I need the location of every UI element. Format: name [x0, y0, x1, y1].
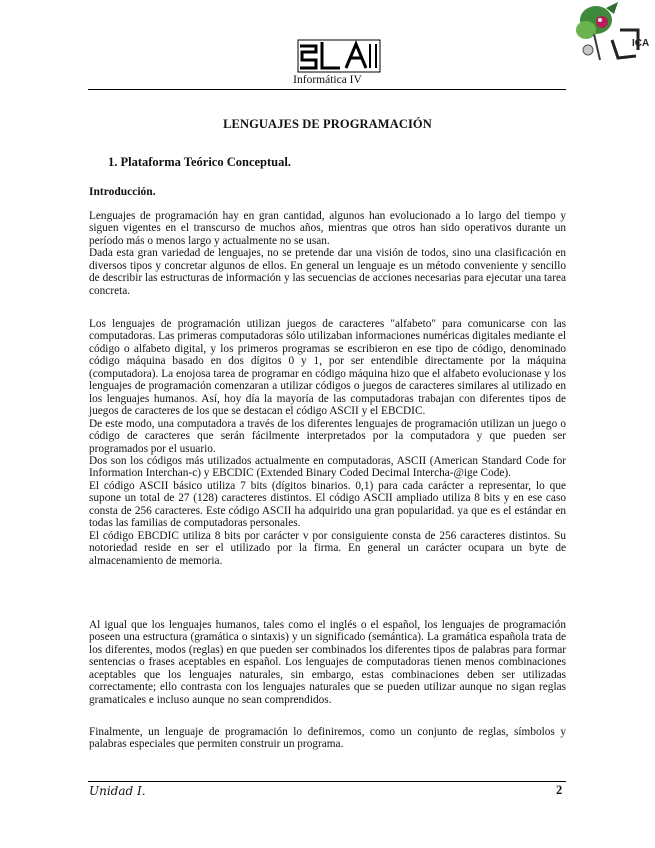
- footer-unit: Unidad I.: [89, 784, 146, 798]
- sea-logo: [296, 38, 382, 74]
- paragraph: De este modo, una computadora a través de los diferentes lenguajes de programación utilizan un juego o código de caracteres que serán fácilmente interpretados por la computadora y que pueden ser programados por el usuario.: [89, 417, 566, 455]
- paragraph: El código ASCII básico utiliza 7 bits (dígitos binarios. 0,1) para cada carácter a representar, lo que supone un total de 27 (128) caracteres distintos. El código ASCII ampliado utiliza 8 bits y en ese caso consta de 256 caracteres. Este código ASCII ha adquirido una gran popularidad. ya que es el estándar en todas las familias de computadoras personales.: [89, 479, 566, 530]
- footer-rule: [88, 781, 566, 782]
- paragraph: El código EBCDIC utiliza 8 bits por carácter v por consiguiente consta de 256 caracteres distintos. Su notoriedad reside en ser el utilizado por la firma. En general un carácter ocupara un byte de almacenamiento de memoria.: [89, 529, 566, 567]
- header-rule: [88, 89, 566, 90]
- body-block-3: [89, 619, 566, 706]
- body-block-4: [89, 726, 566, 751]
- svg-text:ICA: ICA: [632, 38, 650, 49]
- institution-logo-icon: [566, 0, 655, 64]
- document-title: LENGUAJES DE PROGRAMACIÓN: [223, 117, 432, 131]
- intro-heading: Introducción.: [89, 186, 156, 198]
- paragraph: Finalmente, un lenguaje de programación lo definiremos, como un conjunto de reglas, símbolos y palabras especiales que permiten construir un programa.: [89, 726, 566, 751]
- page-number: 2: [556, 783, 563, 797]
- header-subject: Informática IV: [293, 74, 362, 86]
- paragraph: Dada esta gran variedad de lenguajes, no se pretende dar una visión de todos, sino una clasificación en diversos tipos y concretar algunos de ellos. En general un lenguaje es un método conveniente y sencillo de describir las estructuras de información y las secuencias de acciones necesarias para ejecutar una tarea concreta.: [89, 247, 566, 297]
- paragraph: Lenguajes de programación hay en gran cantidad, algunos han evolucionado a lo largo del tiempo y siguen vigentes en el transcurso de muchos años, mientras que otros han sido operativos durante un período más o menos largo y actualmente no se usan.: [89, 210, 566, 247]
- body-block-1: [89, 210, 566, 297]
- body-block-2: [89, 318, 566, 567]
- section-heading: 1. Plataforma Teórico Conceptual.: [108, 155, 291, 169]
- paragraph: Al igual que los lenguajes humanos, tales como el inglés o el español, los lenguajes de programación poseen una estructura (gramática o sintaxis) y un significado (semántica). La gramática española trata de los diferentes, modos (reglas) en que pueden ser combinados los diferentes tipos de palabras para formar sentencias o frases aceptables en español. Los lenguajes de computadoras tienen menos combinaciones aceptables que los lenguajes naturales, sin embargo, estas combinaciones deben ser utilizadas correctamente; ello contrasta con los lenguajes naturales que se pueden utilizar aunque no sigan reglas gramaticales e incluso aunque no sean comprendidos.: [89, 619, 566, 706]
- paragraph: Los lenguajes de programación utilizan juegos de caracteres "alfabeto" para comunicarse con las computadoras. Las primeras computadoras sólo utilizaban informaciones numéricas digitales mediante el código o alfabeto digital, y los primeros programas se escribieron en ese tipo de código, denominado código máquina basado en dos dígitos 0 y 1, por ser entendible directamente por la máquina (computadora). La enojosa tarea de programar en código máquina hizo que el alfabeto evolucionase y los lenguajes de programación comenzaran a utilizar códigos o juegos de caracteres similares al utilizado en los lenguajes humanos. Así, hoy día la mayoría de las computadoras trabajan con diferentes tipos de juegos de caracteres de los que se destacan el código ASCII y el EBCDIC.: [89, 318, 566, 418]
- paragraph: Dos son los códigos más utilizados actualmente en computadoras, ASCII (American Standard Code for Information Interchan-c) y EBCDIC (Extended Binary Coded Decimal Intercha-@ige Code).: [89, 454, 566, 480]
